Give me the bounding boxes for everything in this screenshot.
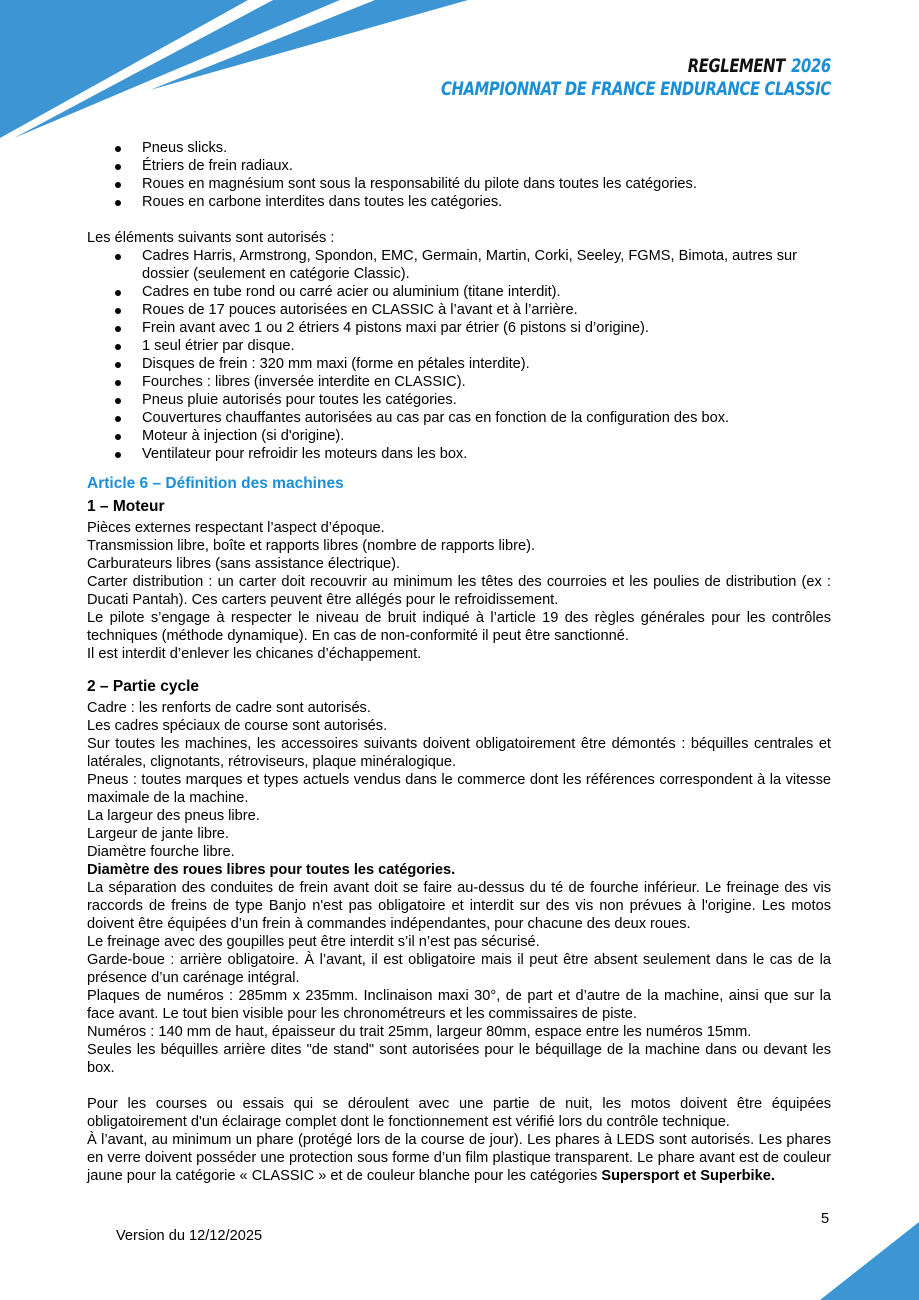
bullet-icon — [115, 380, 121, 386]
list-item: Moteur à injection (si d'origine). — [115, 427, 831, 445]
section-partie-cycle-title: 2 – Partie cycle — [87, 678, 200, 695]
list-item: Fourches : libres (inversée interdite en CLASSIC). — [115, 373, 831, 391]
paragraph: Pour les courses ou essais qui se déroulent avec une partie de nuit, les motos doivent être équipées obligatoirement d'un éclairage complet dont le fonctionnement est vérifié lors du contrôle technique. — [87, 1096, 831, 1130]
paragraph: Les cadres spéciaux de course sont autorisés. — [87, 718, 388, 734]
bullet-icon — [115, 254, 121, 260]
paragraph: Transmission libre, boîte et rapports libres (nombre de rapports libre). — [87, 538, 535, 554]
bullet-icon — [115, 416, 121, 422]
list-item: Disques de frein : 320 mm maxi (forme en pétales interdite). — [115, 355, 831, 373]
paragraph: Carburateurs libres (sans assistance électrique). — [87, 556, 401, 572]
list-item: Roues de 17 pouces autorisées en CLASSIC à l’avant et à l’arrière. — [115, 301, 831, 319]
list-item: Ventilateur pour refroidir les moteurs dans les box. — [115, 445, 831, 463]
list-item: Couvertures chauffantes autorisées au cas par cas en fonction de la configuration des box. — [115, 409, 831, 427]
list-item: Roues en carbone interdites dans toutes les catégories. — [115, 193, 831, 211]
bullet-icon — [115, 452, 121, 458]
section-moteur-body — [87, 519, 831, 663]
header-stripes-graphic — [0, 0, 480, 150]
list-item: Pneus pluie autorisés pour toutes les catégories. — [115, 391, 831, 409]
paragraph: Le pilote s’engage à respecter le niveau de bruit indiqué à l’article 19 des règles générales pour les contrôles techniques (méthode dynamique). En cas de non-conformité il peut être sanctionné. — [87, 610, 831, 644]
list-item: 1 seul étrier par disque. — [115, 337, 831, 355]
paragraph: Sur toutes les machines, les accessoires suivants doivent obligatoirement être démontés : béquilles centrales et latérales, clignotants, rétroviseurs, plaque minéralogique. — [87, 736, 831, 770]
paragraph: Plaques de numéros : 285mm x 235mm. Inclinaison maxi 30°, de part et d’autre de la machine, ainsi que sur la face avant. Le tout bien visible pour les chronométreurs et les commissaires de piste. — [87, 988, 831, 1022]
paragraph: Le freinage avec des goupilles peut être interdit s’il n’est pas sécurisé. — [87, 934, 540, 950]
paragraph: Carter distribution : un carter doit recouvrir au minimum les têtes des courroies et les poulies de distribution (ex : Ducati Pantah). Ces carters peuvent être allégés pour le refroidissement. — [87, 574, 831, 608]
bullet-icon — [115, 362, 121, 368]
bullet-icon — [115, 344, 121, 350]
bullet-icon — [115, 164, 121, 170]
header-year: 2026 — [791, 55, 831, 77]
bullet-icon — [115, 398, 121, 404]
bullet-icon — [115, 434, 121, 440]
page-number: 5 — [821, 1211, 830, 1227]
allowed-intro: Les éléments suivants sont autorisés : — [87, 230, 335, 246]
article-6-title: Article 6 – Définition des machines — [87, 475, 344, 492]
paragraph: Pièces externes respectant l’aspect d’époque. — [87, 520, 385, 536]
list-item: Roues en magnésium sont sous la responsabilité du pilote dans toutes les catégories. — [115, 175, 831, 193]
header-championship: CHAMPIONNAT DE FRANCE ENDURANCE CLASSIC — [441, 78, 831, 100]
list-item: Pneus slicks. — [115, 139, 831, 157]
document-header — [441, 55, 831, 101]
paragraph: La séparation des conduites de frein avant doit se faire au-dessus du té de fourche inférieur. Le freinage des vis raccords de freins de type Banjo n'est pas obligatoire et interdit sur des vis non prévues à l'origine. Les motos doivent être équipées d’un frein à commandes indépendantes, pour chacune des deux roues. — [87, 880, 831, 932]
bullet-icon — [115, 308, 121, 314]
paragraph: Cadre : les renforts de cadre sont autorisés. — [87, 700, 371, 716]
section-moteur-title: 1 – Moteur — [87, 498, 165, 515]
list-item: Cadres Harris, Armstrong, Spondon, EMC, Germain, Martin, Corki, Seeley, FGMS, Bimota, autres sur dossier (seulement en catégorie Classic). — [115, 247, 831, 283]
paragraph: Numéros : 140 mm de haut, épaisseur du trait 25mm, largeur 80mm, espace entre les numéros 15mm. — [87, 1024, 752, 1040]
header-reglement: REGLEMENT — [687, 55, 786, 77]
paragraph: Largeur de jante libre. — [87, 826, 229, 842]
paragraph: Pneus : toutes marques et types actuels vendus dans le commerce dont les références correspondent à la vitesse maximale de la machine. — [87, 772, 831, 806]
bullet-icon — [115, 182, 121, 188]
bullet-icon — [115, 200, 121, 206]
bullet-icon — [115, 290, 121, 296]
section-partie-cycle-body — [87, 699, 831, 1185]
page-content — [87, 139, 831, 1185]
list-item: Frein avant avec 1 ou 2 étriers 4 pistons maxi par étrier (6 pistons si d’origine). — [115, 319, 831, 337]
paragraph: À l’avant, au minimum un phare (protégé lors de la course de jour). Les phares à LEDS sont autorisés. Les phares en verre doivent posséder une protection sous forme d’un film plastique transparent. Le phare avant est de couleur jaune pour la catégorie « CLASSIC » et de couleur blanche pour les catégories Supersport et Superbike. — [87, 1132, 831, 1184]
forbidden-list — [87, 139, 831, 211]
footer-triangle-graphic — [815, 1220, 919, 1300]
bullet-icon — [115, 146, 121, 152]
bullet-icon — [115, 326, 121, 332]
list-item: Cadres en tube rond ou carré acier ou aluminium (titane interdit). — [115, 283, 831, 301]
bold-paragraph: Diamètre des roues libres pour toutes les catégories. — [87, 862, 456, 878]
list-item: Étriers de frein radiaux. — [115, 157, 831, 175]
paragraph: Seules les béquilles arrière dites "de stand" sont autorisées pour le béquillage de la machine dans ou devant les box. — [87, 1042, 831, 1076]
paragraph: La largeur des pneus libre. — [87, 808, 260, 824]
paragraph: Garde-boue : arrière obligatoire. À l’avant, il est obligatoire mais il peut être absent seulement dans le cas de la présence d’un carénage intégral. — [87, 952, 831, 986]
paragraph: Diamètre fourche libre. — [87, 844, 235, 860]
paragraph: Il est interdit d’enlever les chicanes d’échappement. — [87, 646, 422, 662]
allowed-list — [87, 247, 831, 463]
version-date: Version du 12/12/2025 — [116, 1228, 263, 1244]
